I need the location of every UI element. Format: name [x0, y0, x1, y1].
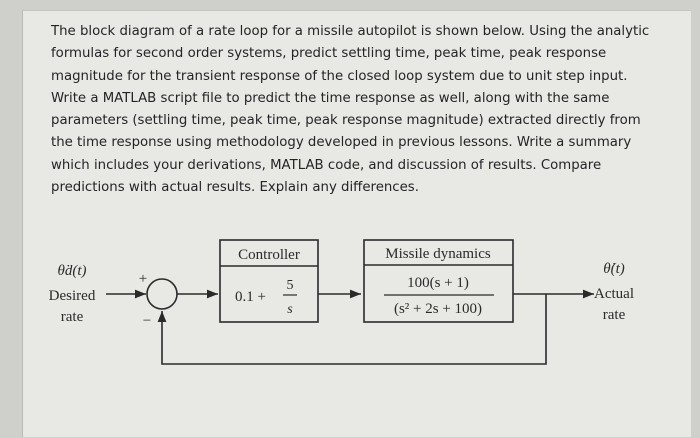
- input-label-rate: rate: [60, 309, 84, 325]
- output-symbol: θ̇(t): [603, 261, 625, 277]
- sum-plus-sign: +: [138, 271, 148, 287]
- sum-minus-sign: −: [142, 313, 152, 329]
- plant-numerator: 100(s + 1): [407, 275, 469, 291]
- controller-numerator: 5: [286, 278, 294, 293]
- controller-expression: 0.1 +: [235, 289, 266, 305]
- plant-denominator: (s² + 2s + 100): [393, 301, 483, 317]
- summing-junction: [147, 279, 177, 309]
- output-label-actual: Actual: [594, 286, 634, 302]
- plant-title: Missile dynamics: [385, 246, 491, 262]
- output-label-rate: rate: [602, 307, 626, 323]
- controller-denominator: s: [287, 302, 293, 317]
- problem-text: The block diagram of a rate loop for a missile autopilot is shown below. Using the analytic formulas for second order systems, predict settling time, peak time, peak response magnitude for the transient response of the closed loop system due to unit step input. Write a MATLAB script file to predict the time response as well, along with the same parameters (settling time, peak time, peak response magnitude) extracted directly from the time response using methodology developed in previous lessons. Write a summary which includes your derivations, MATLAB code, and discussion of results. Compare predictions with actual results. Explain any differences.: [51, 24, 650, 196]
- input-symbol: θ̇d(t): [57, 263, 87, 279]
- controller-title: Controller: [238, 247, 300, 263]
- input-label-desired: Desired: [48, 288, 96, 304]
